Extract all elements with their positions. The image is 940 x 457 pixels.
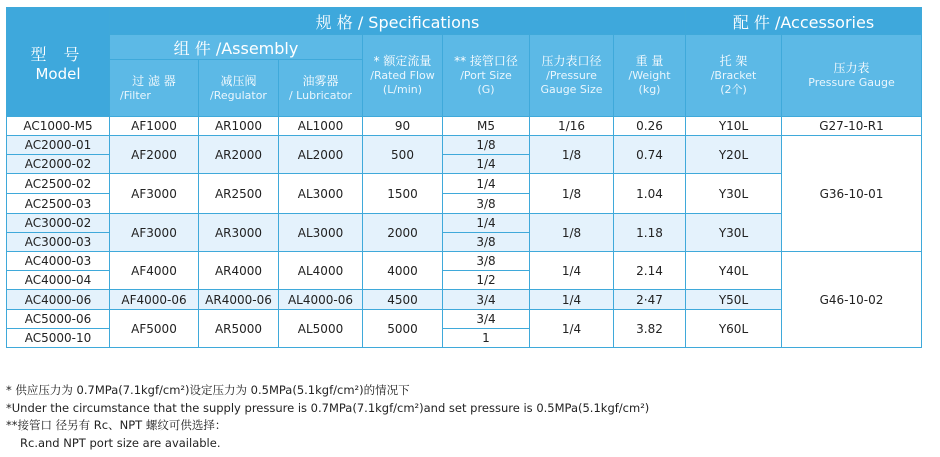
weight-cell: 3.82 [614,310,686,348]
regulator-header [199,60,279,117]
filter-cell: AF1000 [110,117,199,136]
weight-header [614,35,686,117]
filter-cell: AF4000 [110,252,199,290]
specifications-header: 规 格 / Specifications [110,8,686,35]
flow-cell: 500 [363,136,443,174]
lubricator-cell: AL1000 [279,117,363,136]
rated-flow-cn: * 额定流量 [373,54,432,68]
flow-cell: 1500 [363,174,443,214]
model-cell: AC2000-01 [7,136,110,155]
model-header-cn: 型 号 [30,44,86,64]
model-cell: AC4000-04 [7,271,110,290]
bracket-cell: Y50L [686,290,782,310]
filter-cell: AF4000-06 [110,290,199,310]
lubricator-en: / Lubricator [288,88,353,102]
weight-cell: 2.14 [614,252,686,290]
weight-unit: (kg) [638,83,661,96]
flow-cell: 5000 [363,310,443,348]
bracket-header [686,35,782,117]
weight-en: /Weight [628,69,671,82]
filter-cn: 过 滤 器 [132,73,176,88]
bracket-cell: Y60L [686,310,782,348]
port-cell: 1/4 [443,214,530,233]
model-cell: AC5000-10 [7,329,110,348]
regulator-cell: AR1000 [199,117,279,136]
weight-cell: 1.04 [614,174,686,214]
gauge-size-header [530,35,614,117]
filter-header [110,60,199,117]
port-size-en: /Port Size [460,69,512,82]
pressure-gauge-cn: 压力表 [833,61,870,75]
port-size-unit: (G) [477,83,495,96]
gauge-port-cell: 1/4 [530,310,614,348]
regulator-cell: AR4000-06 [199,290,279,310]
port-size-cn: ** 接管口径 [454,54,518,68]
filter-en: /Filter [120,88,151,102]
bracket-cell: Y30L [686,214,782,252]
weight-cell: 1.18 [614,214,686,252]
model-header-en: Model [35,64,81,83]
bracket-cell: Y30L [686,174,782,214]
regulator-cell: AR4000 [199,252,279,290]
accessories-header: 配 件 /Accessories [686,8,922,35]
gauge-port-cell: 1/8 [530,136,614,174]
gauge-size-en1: /Pressure [546,69,597,82]
port-cell: 1/4 [443,174,530,194]
port-cell: 1/8 [443,136,530,155]
model-cell: AC4000-06 [7,290,110,310]
gauge-cell: G46-10-02 [782,252,922,348]
regulator-cell: AR5000 [199,310,279,348]
weight-cell: 0.74 [614,136,686,174]
footnote-en-1: *Under the circumstance that the supply pressure is 0.7MPa(7.1kgf/cm²)and set pressure is 0.5MPa(5.1kgf/cm²) [6,400,650,415]
footnotes [6,382,649,452]
lubricator-cell: AL2000 [279,136,363,174]
bracket-cell: Y20L [686,136,782,174]
bracket-cell: Y10L [686,117,782,136]
port-cell: 3/8 [443,233,530,252]
filter-cell: AF2000 [110,136,199,174]
lubricator-cell: AL4000 [279,252,363,290]
regulator-en: /Regulator [210,88,267,102]
model-cell: AC3000-02 [7,214,110,233]
flow-cell: 2000 [363,214,443,252]
model-cell: AC4000-03 [7,252,110,271]
model-header [7,8,110,117]
flow-cell: 4000 [363,252,443,290]
model-cell: AC5000-06 [7,310,110,329]
gauge-port-cell: 1/16 [530,117,614,136]
regulator-cell: AR2000 [199,136,279,174]
footnote-en-2: Rc.and NPT port size are available. [20,435,221,450]
bracket-cn: 托 架 [719,54,748,68]
bracket-qty: (2个) [720,83,747,96]
flow-cell: 4500 [363,290,443,310]
model-cell: AC2500-03 [7,194,110,214]
port-cell: 3/8 [443,252,530,271]
lubricator-cn: 油雾器 [302,73,339,88]
bracket-cell: Y40L [686,252,782,290]
port-cell: 3/4 [443,290,530,310]
table-row [7,117,922,136]
port-cell: 1/2 [443,271,530,290]
weight-cell: 0.26 [614,117,686,136]
weight-cell: 2·47 [614,290,686,310]
model-cell: AC2500-02 [7,174,110,194]
port-cell: 1 [443,329,530,348]
filter-cell: AF3000 [110,174,199,214]
filter-cell: AF3000 [110,214,199,252]
pressure-gauge-en: Pressure Gauge [808,76,895,89]
footnote-cn-1: * 供应压力为 0.7MPa(7.1kgf/cm²)设定压力为 0.5MPa(5.1kgf/cm²)的情况下 [6,383,410,397]
model-cell: AC1000-M5 [7,117,110,136]
gauge-port-cell: 1/8 [530,214,614,252]
port-cell: 3/8 [443,194,530,214]
regulator-cn: 减压阀 [220,73,257,88]
bracket-en: /Bracket [710,69,757,82]
port-size-header [443,35,530,117]
footnote-cn-2: **接管口 径另有 Rc、NPT 螺纹可供选择： [6,418,227,432]
lubricator-header [279,60,363,117]
lubricator-cell: AL4000-06 [279,290,363,310]
rated-flow-en: /Rated Flow [370,69,435,82]
model-cell: AC3000-03 [7,233,110,252]
filter-cell: AF5000 [110,310,199,348]
port-cell: 3/4 [443,310,530,329]
table-row [7,136,922,155]
gauge-port-cell: 1/8 [530,174,614,214]
gauge-cell: G36-10-01 [782,136,922,252]
gauge-cell: G27-10-R1 [782,117,922,136]
model-cell: AC2000-02 [7,155,110,174]
assembly-header: 组 件 /Assembly [110,35,363,60]
port-cell: 1/4 [443,155,530,174]
flow-cell: 90 [363,117,443,136]
rated-flow-header [363,35,443,117]
lubricator-cell: AL3000 [279,214,363,252]
gauge-port-cell: 1/4 [530,290,614,310]
lubricator-cell: AL5000 [279,310,363,348]
lubricator-cell: AL3000 [279,174,363,214]
regulator-cell: AR3000 [199,214,279,252]
port-cell: M5 [443,117,530,136]
rated-flow-unit: (L/min) [382,83,423,96]
table-row [7,252,922,271]
gauge-size-cn: 压力表口径 [541,54,602,68]
pressure-gauge-header [782,35,922,117]
spec-table [6,7,922,348]
gauge-size-en2: Gauge Size [540,83,603,96]
gauge-port-cell: 1/4 [530,252,614,290]
weight-cn: 重 量 [635,54,664,68]
regulator-cell: AR2500 [199,174,279,214]
